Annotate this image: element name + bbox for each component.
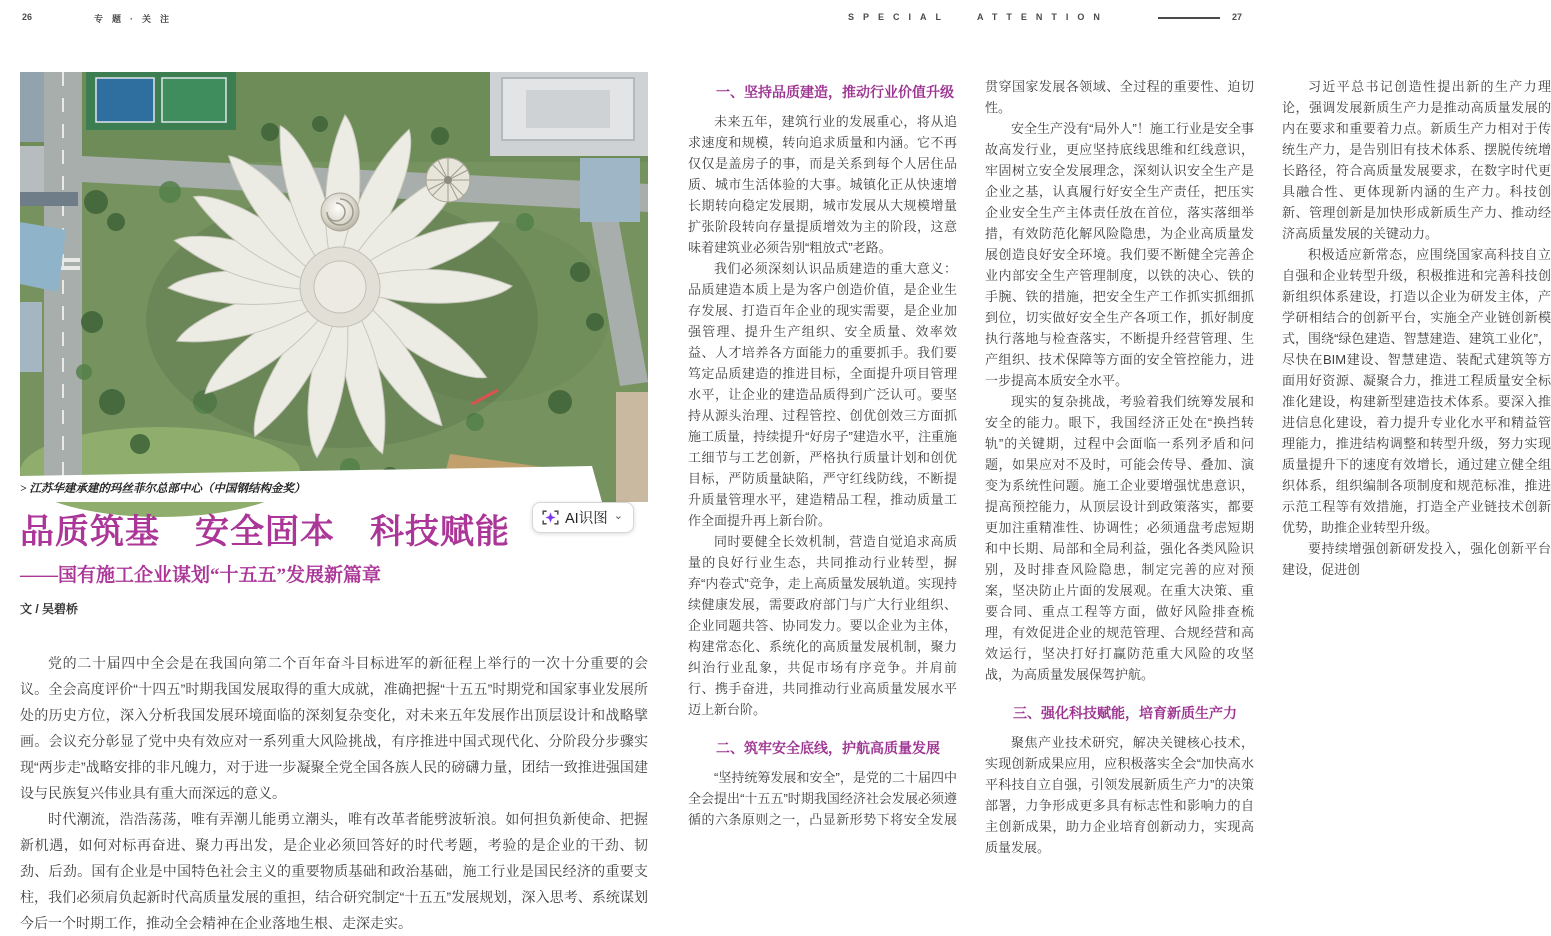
aerial-photo-illustration (20, 72, 648, 502)
section-heading: 二、筑牢安全底线，护航高质量发展 (716, 740, 940, 756)
right-section-title: SPECIAL ATTENTION (848, 12, 1109, 22)
ai-recognize-button[interactable] (532, 502, 634, 533)
article-intro (20, 650, 648, 936)
right-page-number: 27 (1232, 12, 1243, 22)
article-paragraph: 安全生产没有“局外人”！施工行业是安全事故高发行业，更应坚持底线思维和红线意识，牢固树立安全发展理念，深刻认识安全生产是企业之基，认真履行好安全生产责任，把压实企业安全生产主体责任放在首位，落实落细举措，有效防范化解风险隐患，为企业高质量发展创造良好安全环境。我们要不断健全完善企业内部安全生产管理制度，以铁的决心、铁的手腕、铁的措施，把安全生产工作抓实抓细抓到位，切实做好安全生产各项工作，抓好制度执行落地与检查落实，不断提升经营管理、生产组织、技术保障等方面的安全管控能力，进一步提高本质安全水平。 (985, 121, 1254, 388)
header-rule (1158, 17, 1220, 19)
article-paragraph: 时代潮流，浩浩荡荡，唯有弄潮儿能勇立潮头，唯有改革者能劈波斩浪。如何担负新使命、把握新机遇，如何对标再奋进、聚力再出发，是企业必须回答好的时代考题，考验的是企业的干劲、韧劲、后劲。国有企业是中国特色社会主义的重要物质基础和政治基础，施工行业是国民经济的重要支柱，我们必须肩负起新时代高质量发展的重担，结合研究制定“十五五”发展规划，深入思考、系统谋划今后一个时期工作，推动全会精神在企业落地生根、走深走实。 (20, 811, 648, 931)
article-paragraph: 要持续增强创新研发投入，强化创新平台建设，促进创 (1282, 541, 1551, 577)
photo-caption: > 江苏华建承建的玛丝菲尔总部中心（中国钢结构金奖） (20, 483, 306, 495)
article-paragraph: 聚焦产业技术研究，解决关键核心技术，实现创新成果应用，应积极落实全会“加快高水平科技自立自强，引领发展新质生产力”的决策部署，力争形成更多具有标志性和影响力的自主创新成果，助力企业培育创新动力，实现高质量发展。 (985, 735, 1254, 855)
ai-scan-icon (542, 509, 559, 526)
article-paragraph: 习近平总书记创造性提出新的生产力理论，强调发展新质生产力是推动高质量发展的内在要求和重要着力点。新质生产力相对于传统生产力，是告别旧有技术体系、摆脱传统增长路径，符合高质量发展要求，在数字时代更具融合性、更体现新内涵的生产力。科技创新、管理创新是加快形成新质生产力、推动经济高质量发展的关键动力。 (1282, 79, 1551, 241)
article-paragraph: 积极适应新常态，应围绕国家高科技自立自强和企业转型升级，积极推进和完善科技创新组织体系建设，打造以企业为研发主体，产学研相结合的创新平台，实施全产业链创新模式，围绕“绿色建造、智慧建造、建筑工业化”，尽快在BIM建设、智慧建造、装配式建筑等方面用好资源、凝聚合力，推进工程质量安全标准化建设，构建新型建造技术体系。要深入推进信息化建设，着力提升专业化水平和精益管理能力，推进结构调整和转型升级，努力实现质量提升下的速度有效增长，通过建立健全组织体系，组织编制各项制度和规范标准，推进示范工程等有效措施，打造全产业链技术创新优势，助推企业转型升级。 (1282, 247, 1551, 535)
chevron-down-icon: ⌄ (613, 509, 623, 522)
article-paragraph: “坚持统筹发展和安全”，是党的二十届四中全会提出“十五五”时期我国经济社会发展必须遵循的六条原则之一，凸显新形势下将安全发展贯穿国家发展各领域、全过程的重要性、迫切性。 (688, 79, 1254, 827)
article-paragraph: 同时要健全长效机制，营造自觉追求高质量的良好行业生态，共同推动行业转型，摒弃“内卷式”竞争，走上高质量发展轨道。实现持续健康发展，需要政府部门与广大行业组织、企业同题共答、协同发力。要以企业为主体，构建常态化、系统化的高质量发展机制，聚力纠治行业乱象，共促市场有序竞争。并肩前行、携手奋进，共同推动行业高质量发展水平迈上新台阶。 (688, 534, 957, 717)
article-paragraph: 党的二十届四中全会是在我国向第二个百年奋斗目标进军的新征程上举行的一次十分重要的会议。全会高度评价“十四五”时期我国发展取得的重大成就，准确把握“十五五”时期党和国家事业发展所处的历史方位，深入分析我国发展环境面临的深刻复杂变化，对未来五年发展作出顶层设计和战略擘画。会议充分彰显了党中央有效应对一系列重大风险挑战，有序推进中国式现代化、分阶段分步骤实现“两步走”战略安排的非凡魄力，对于进一步凝聚全党全国各族人民的磅礴力量，团结一致推进强国建设与民族复兴伟业具有重大而深远的意义。 (20, 655, 648, 801)
left-page-number: 26 (22, 12, 33, 22)
article-subtitle: ——国有施工企业谋划“十五五”发展新篇章 (20, 565, 382, 586)
section-heading: 一、坚持品质建造，推动行业价值升级 (716, 84, 954, 100)
left-section-title: 专题·关注 (94, 14, 178, 24)
article-paragraph: 现实的复杂挑战，考验着我们统筹发展和安全的能力。眼下，我国经济正处在“换挡转轨”的关键期，过程中会面临一系列矛盾和问题，如果应对不及时，可能会传导、叠加、演变为系统性问题。施工企业要增强忧患意识，提高预控能力，从顶层设计到政策落实，都要更加注重精准性、协调性；必须通盘考虑短期和中长期、局部和全局利益，强化各类风险识别，及时排查风险隐患，制定完善的应对预案，坚决防止片面的发展观。在重大决策、重要合同、重点工程等方面，做好风险排查梳理，有效促进企业的规范管理、合规经营和高效运行，坚决打好打赢防范重大风险的攻坚战，为高质量发展保驾护航。 (985, 394, 1254, 682)
article-title: 品质筑基 安全固本 科技赋能 (20, 513, 510, 551)
section-heading: 三、强化科技赋能，培育新质生产力 (1013, 705, 1237, 721)
aerial-photo (20, 72, 648, 502)
ai-button-label: AI识图 (565, 511, 608, 527)
byline: 文 / 吴碧桥 (20, 602, 79, 616)
article-paragraph: 未来五年，建筑行业的发展重心，将从追求速度和规模，转向追求质量和内涵。它不再仅仅是盖房子的事，而是关系到每个人居住品质、城市生活体验的大事。城镇化正从快速增长期转向稳定发展期，城市发展从大规模增量扩张阶段转向存量提质增效为主的阶段，这意味着建筑业必须告别“粗放式”老路。 (688, 114, 957, 255)
article-paragraph: 我们必须深刻认识品质建造的重大意义：品质建造本质上是为客户创造价值，是企业生存发展、打造百年企业的现实需要，是企业加强管理、提升生产组织、安全质量、效率效益、人才培养各方面能力的重要抓手。我们要笃定品质建造的推进目标，全面提升项目管理水平，让企业的建造品质得到广泛认可。要坚持从源头治理、过程管控、创优创效三方面抓施工质量，持续提升“好房子”建造水平，注重施工细节与工艺创新，严格执行质量计划和创优目标，严防质量缺陷，严守红线防线，不断提升质量管理水平，建造精品工程，推动质量工作全面提升再上新台阶。 (688, 261, 957, 528)
article-columns (688, 76, 1551, 862)
